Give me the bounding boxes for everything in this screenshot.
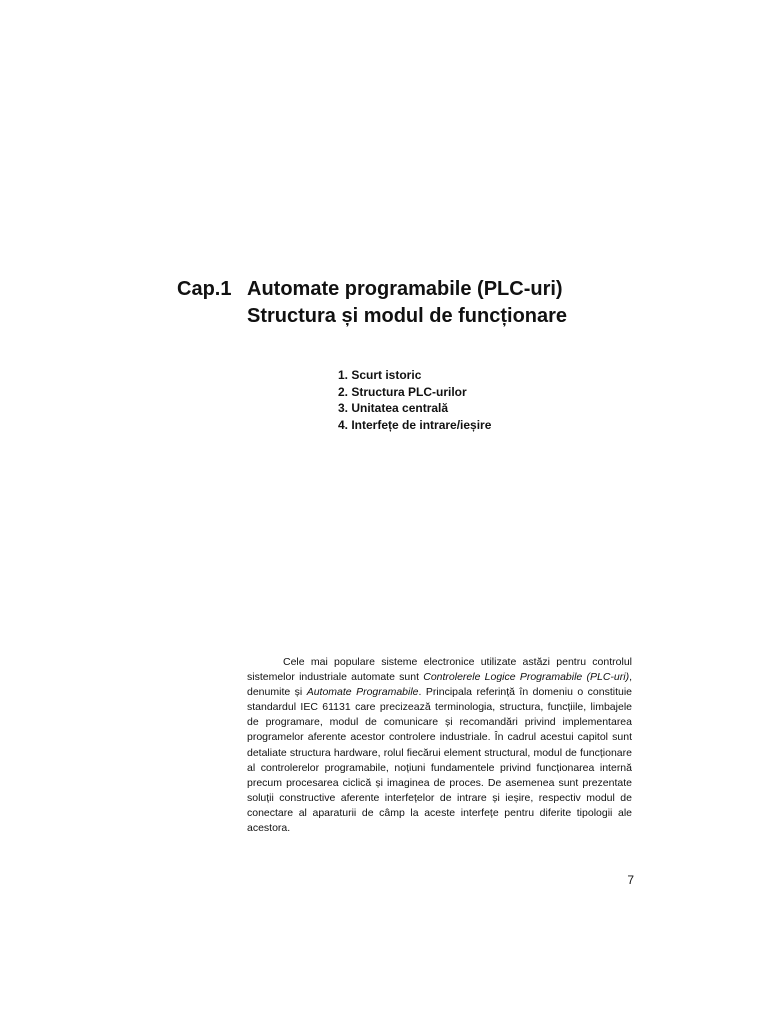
abstract-emphasis: Automate Programabile xyxy=(306,686,419,699)
page-number: 7 xyxy=(627,873,634,887)
chapter-title-line2: Structura și modul de funcționare xyxy=(247,305,568,327)
toc-item: 2. Structura PLC-urilor xyxy=(338,384,467,399)
chapter-title xyxy=(247,276,567,329)
abstract-text: Cele mai populare sisteme electronice utilizate astăzi pentru controlul sistemelor industriale automate sunt xyxy=(247,656,632,684)
chapter-label: Cap.1 xyxy=(177,278,232,300)
table-of-contents xyxy=(338,367,491,433)
toc-item: 3. Unitatea centrală xyxy=(338,401,449,415)
chapter-abstract xyxy=(247,655,632,836)
toc-item: 1. Scurt istoric xyxy=(338,368,422,382)
abstract-emphasis: Controlerele Logice Programabile (PLC-uri) xyxy=(423,671,630,684)
abstract-text: , denumite și xyxy=(247,671,633,699)
toc-item: 4. Interfețe de intrare/ieșire xyxy=(338,417,492,432)
abstract-paragraph xyxy=(247,655,632,836)
abstract-text: . Principala referință în domeniu o constituie standardul IEC 61131 care precizează terminologia, structura, funcțiile, limbajele de programare, modul de comunicare și recomandări privind implementarea programelor aferente acestor controlere industriale. În cadrul acestui capitol sunt detaliate structura hardware, rolul fiecărui element structural, modul de funcționare al controlerelor programabile, noțiuni fundamentele privind funcționarea internă precum procesarea ciclică și imaginea de proces. De asemenea sunt prezentate soluții constructive aferente interfețelor de intrare și ieșire, respectiv modul de conectare al aparaturii de câmp la aceste interfețe pentru diferite tipologii ale acestora. xyxy=(247,686,632,835)
chapter-title-line1: Automate programabile (PLC-uri) xyxy=(247,278,563,300)
